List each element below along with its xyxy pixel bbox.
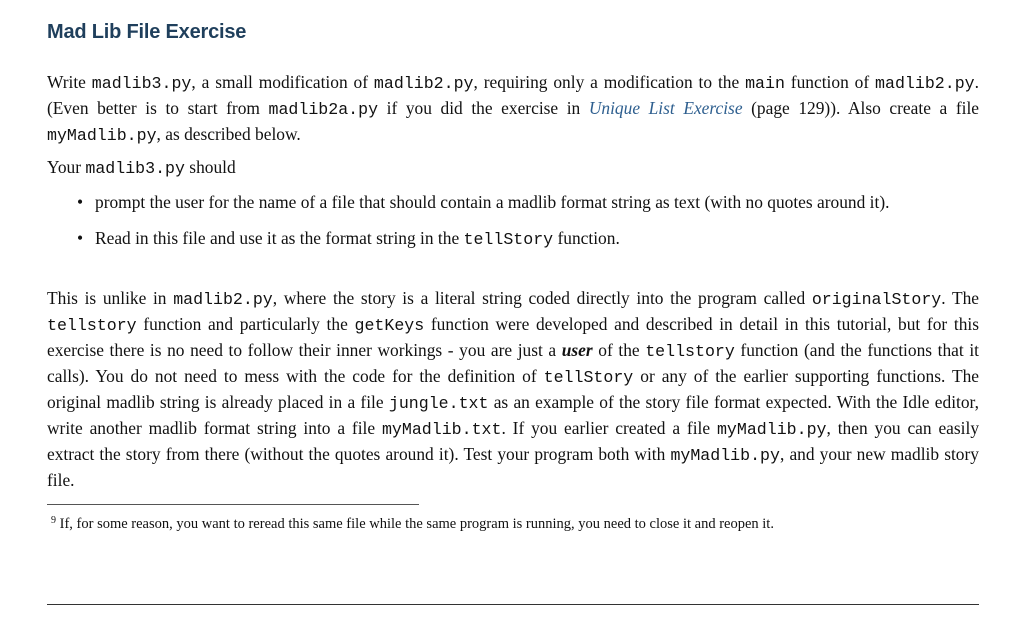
text: , where the story is a literal string coded directly into the program called [272, 288, 812, 308]
emphasis-user: user [561, 340, 593, 360]
footnote [47, 512, 979, 533]
code-madlib2: madlib2.py [173, 290, 273, 309]
code-main: main [745, 74, 785, 93]
text: as an example of the story file format expected. With the Idle editor, write another madlib format string into a file [47, 392, 979, 438]
text: function of [784, 72, 876, 92]
text: , as described below. [156, 124, 301, 144]
requirements-lead [47, 155, 979, 181]
list-item [47, 226, 979, 252]
text: of the [592, 340, 646, 360]
code-originalstory: originalStory [811, 290, 942, 309]
code-mymadlib-txt: myMadlib.txt [381, 420, 502, 439]
list-item [47, 190, 979, 214]
code-madlib2: madlib2.py [373, 74, 474, 93]
section-title: Mad Lib File Exercise [47, 21, 247, 43]
code-tellstory: tellstory [47, 316, 137, 335]
text: , a small modification of [191, 72, 374, 92]
requirements-list [47, 190, 979, 252]
text: Your [47, 157, 86, 177]
code-madlib3: madlib3.py [85, 159, 185, 178]
text: or any of the earlier supporting functions. The original madlib string is already placed in a file [47, 366, 980, 412]
page-footer-rule [47, 604, 979, 605]
text: should [184, 157, 236, 177]
code-madlib3: madlib3.py [91, 74, 192, 93]
text: if you did the exercise in [378, 98, 589, 118]
code-mymadlib-py: myMadlib.py [716, 420, 827, 439]
text: , then you can easily extract the story from there (without the quotes around it). Test your program both with [47, 418, 980, 464]
unique-list-exercise-link[interactable]: Unique List Exercise [588, 98, 743, 118]
intro-paragraph [47, 70, 979, 148]
bullet-icon: • [77, 228, 84, 248]
text: function and particularly the [136, 314, 355, 334]
code-jungle-txt: jungle.txt [388, 394, 489, 413]
footnote-divider [47, 504, 419, 505]
code-tellstory: tellstory [645, 342, 735, 361]
text: , and your new madlib story file. [47, 444, 979, 490]
footnote-mark: 9 [51, 515, 56, 526]
text: function were developed and described in detail in this tutorial, but for this exercise there is no need to follow their inner workings - you are just a [47, 314, 979, 360]
code-mymadlib-py: myMadlib.py [670, 446, 780, 465]
text: This is unlike in [47, 288, 174, 308]
text: . The [941, 288, 980, 308]
bullet-icon: • [77, 192, 84, 212]
text: . If you earlier created a file [501, 418, 717, 438]
code-mymadlib-py: myMadlib.py [47, 126, 157, 145]
text: function (and the functions that it calls). You do not need to mess with the code for the definition of [47, 340, 979, 386]
code-tellstory: tellStory [543, 368, 634, 387]
text: Write [47, 72, 92, 92]
body-paragraph [47, 286, 979, 492]
text: (page 129)). Also create a file [742, 98, 979, 118]
text: , requiring only a modification to the [473, 72, 746, 92]
footnote-text: If, for some reason, you want to reread this same file while the same program is running, you need to close it and reopen it. [56, 516, 774, 532]
text: prompt the user for the name of a file that should contain a madlib format string as text (with no quotes around it). [95, 192, 890, 212]
code-madlib2: madlib2.py [875, 74, 975, 93]
code-getkeys: getKeys [354, 316, 425, 335]
text: function. [553, 228, 620, 248]
text: . (Even better is to start from [47, 72, 979, 118]
text: Read in this file and use it as the format string in the [95, 228, 464, 248]
code-tellstory: tellStory [463, 230, 554, 249]
code-madlib2a: madlib2a.py [268, 100, 379, 119]
